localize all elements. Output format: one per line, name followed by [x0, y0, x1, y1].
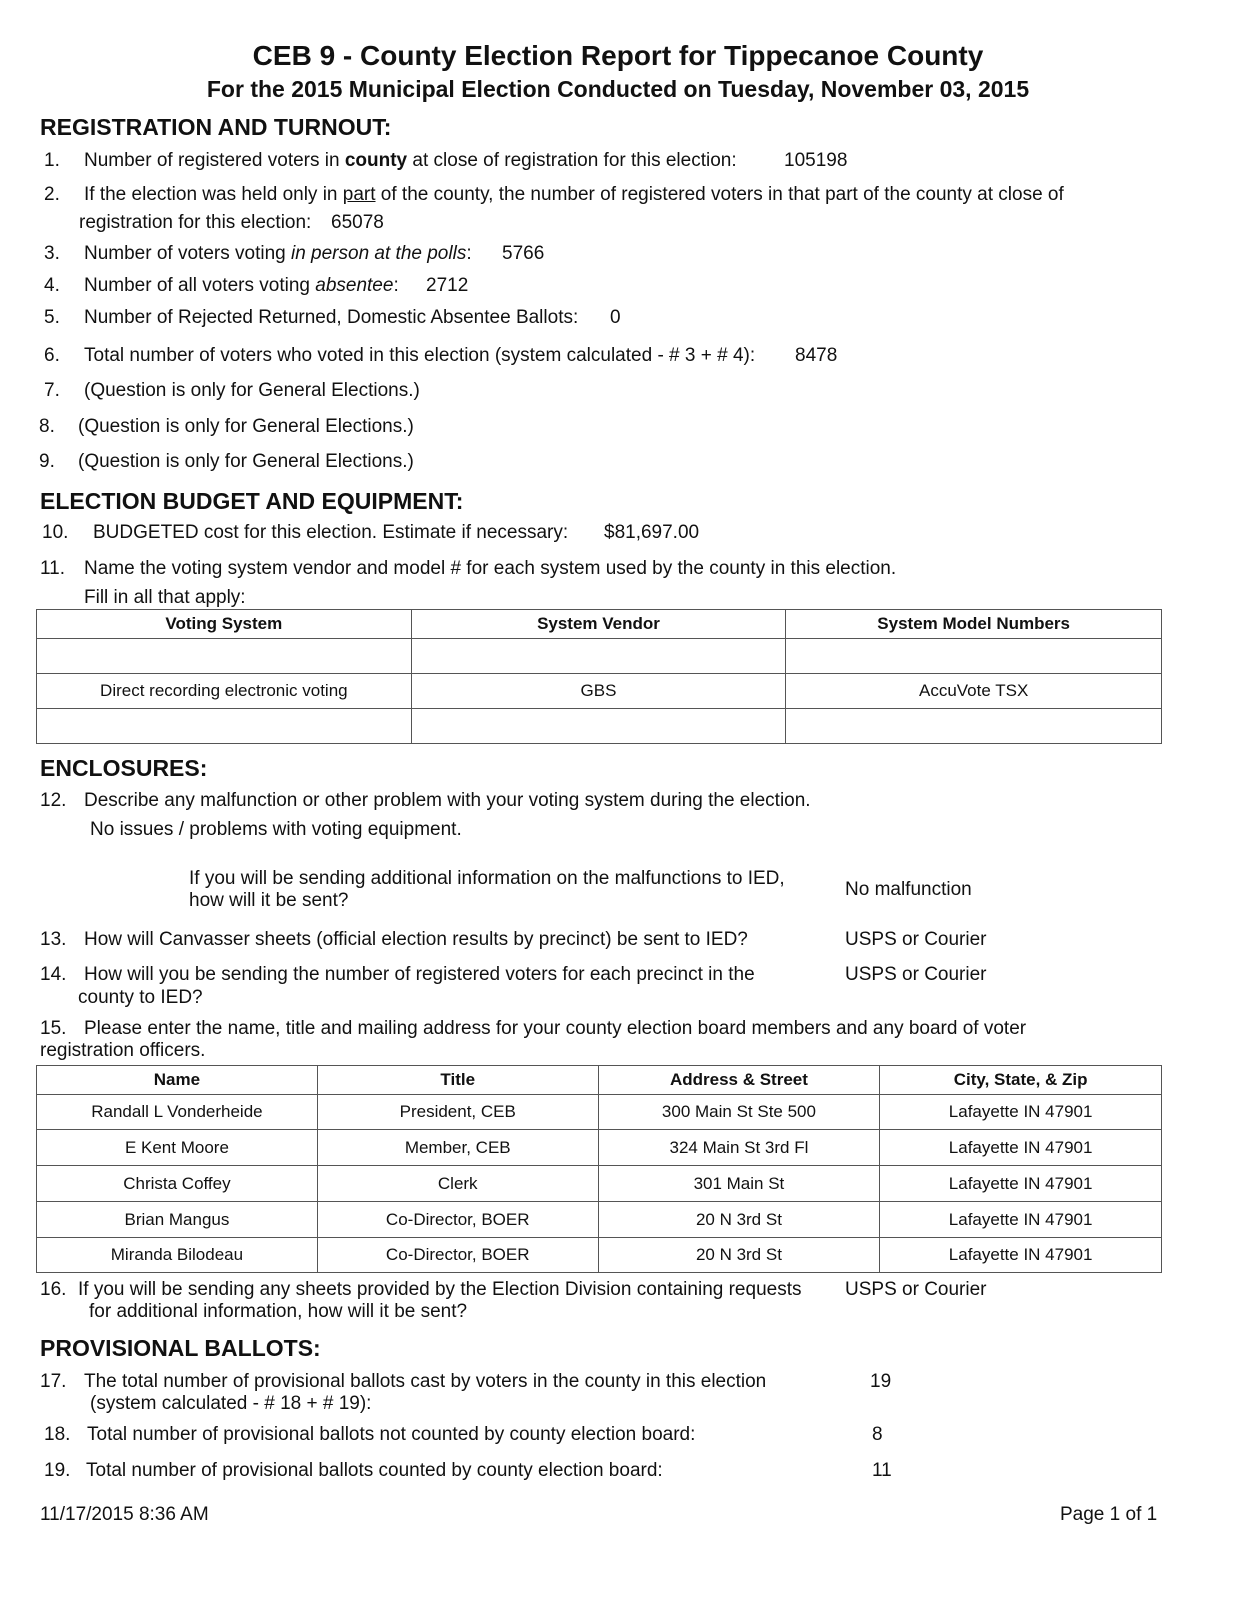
q19-value: 11 — [872, 1460, 892, 1481]
q3-text: Number of voters voting in person at the polls: — [84, 243, 472, 264]
q12-number: 12. — [40, 790, 67, 811]
q17-text-line2: (system calculated - # 18 + # 19): — [90, 1393, 372, 1414]
q5-text: Number of Rejected Returned, Domestic Absentee Ballots: — [84, 307, 579, 328]
q9-number: 9. — [39, 451, 55, 472]
voting-system-header: Voting System — [37, 610, 412, 639]
city-header: City, State, & Zip — [880, 1066, 1162, 1095]
q4-value: 2712 — [426, 275, 469, 296]
table-row — [37, 1095, 1162, 1130]
table-cell: Direct recording electronic voting — [37, 674, 412, 709]
q17-value: 19 — [870, 1371, 892, 1392]
board-members-table — [36, 1065, 1162, 1273]
table-cell: Lafayette IN 47901 — [880, 1130, 1162, 1166]
table-cell: Clerk — [317, 1166, 598, 1202]
q10-text: BUDGETED cost for this election. Estimate if necessary: — [93, 522, 569, 543]
table-cell: 324 Main St 3rd Fl — [598, 1130, 880, 1166]
table-cell: President, CEB — [317, 1095, 598, 1130]
table-cell — [411, 709, 786, 744]
q17-text: The total number of provisional ballots cast by voters in the county in this election — [84, 1371, 767, 1392]
q6-value: 8478 — [795, 345, 838, 366]
q7-text: (Question is only for General Elections.) — [84, 380, 420, 401]
q14-text-line2: county to IED? — [78, 987, 203, 1008]
table-row — [37, 1238, 1162, 1273]
table-cell: Co-Director, BOER — [317, 1202, 598, 1238]
system-vendor-header: System Vendor — [411, 610, 786, 639]
table-cell: Member, CEB — [317, 1130, 598, 1166]
q15-text-line2: registration officers. — [40, 1040, 206, 1061]
table-cell: 20 N 3rd St — [598, 1202, 880, 1238]
table-cell: Christa Coffey — [37, 1166, 318, 1202]
section-budget-heading: ELECTION BUDGET AND EQUIPMENT: — [40, 488, 464, 514]
q18-number: 18. — [44, 1424, 71, 1445]
q12-sub-question-line2: how will it be sent? — [189, 890, 349, 911]
report-subtitle: For the 2015 Municipal Election Conducted on Tuesday, November 03, 2015 — [206, 76, 1030, 102]
table-cell: 20 N 3rd St — [598, 1238, 880, 1273]
q6-text: Total number of voters who voted in this election (system calculated - # 3 + # 4): — [84, 345, 756, 366]
table-row — [37, 639, 1162, 674]
q12-answer: No issues / problems with voting equipment. — [90, 819, 462, 840]
q2-text-line2: registration for this election: — [79, 212, 312, 233]
table-cell: Co-Director, BOER — [317, 1238, 598, 1273]
q12-sub-value: No malfunction — [845, 879, 972, 900]
table-row — [37, 674, 1162, 709]
q12-text: Describe any malfunction or other problem with your voting system during the election. — [84, 790, 811, 811]
q10-value: $81,697.00 — [604, 522, 700, 543]
q16-text: If you will be sending any sheets provided by the Election Division containing requests — [78, 1279, 802, 1300]
q13-text: How will Canvasser sheets (official election results by precinct) be sent to IED? — [84, 929, 748, 950]
title-header: Title — [317, 1066, 598, 1095]
table-row — [37, 709, 1162, 744]
table-cell: Lafayette IN 47901 — [880, 1202, 1162, 1238]
table-row — [37, 1130, 1162, 1166]
q2-number: 2. — [44, 184, 60, 205]
q9-text: (Question is only for General Elections.) — [78, 451, 414, 472]
q1-text: Number of registered voters in county at close of registration for this election: — [84, 150, 737, 171]
q3-number: 3. — [44, 243, 60, 264]
q18-value: 8 — [872, 1424, 883, 1445]
q4-text: Number of all voters voting absentee: — [84, 275, 399, 296]
q7-number: 7. — [44, 380, 60, 401]
table-cell — [37, 639, 412, 674]
system-model-header: System Model Numbers — [786, 610, 1162, 639]
table-cell: GBS — [411, 674, 786, 709]
q1-number: 1. — [44, 150, 60, 171]
q1-value: 105198 — [784, 150, 848, 171]
q5-number: 5. — [44, 307, 60, 328]
q5-value: 0 — [610, 307, 621, 328]
q13-number: 13. — [40, 929, 67, 950]
q6-number: 6. — [44, 345, 60, 366]
q3-value: 5766 — [502, 243, 545, 264]
section-registration-heading: REGISTRATION AND TURNOUT: — [40, 114, 392, 140]
table-cell: Lafayette IN 47901 — [880, 1095, 1162, 1130]
table-cell — [786, 639, 1162, 674]
q16-text-line2: for additional information, how will it be sent? — [89, 1301, 468, 1322]
q8-text: (Question is only for General Elections.) — [78, 416, 414, 437]
q15-text: Please enter the name, title and mailing address for your county election board members and any board of voter — [84, 1018, 1027, 1039]
q4-number: 4. — [44, 275, 60, 296]
table-cell: AccuVote TSX — [786, 674, 1162, 709]
q16-number: 16. — [40, 1279, 67, 1300]
table-cell: Lafayette IN 47901 — [880, 1238, 1162, 1273]
q17-number: 17. — [40, 1371, 67, 1392]
table-cell: E Kent Moore — [37, 1130, 318, 1166]
q15-number: 15. — [40, 1018, 67, 1039]
q19-number: 19. — [44, 1460, 71, 1481]
q8-number: 8. — [39, 416, 55, 437]
table-cell: Brian Mangus — [37, 1202, 318, 1238]
table-cell: Randall L Vonderheide — [37, 1095, 318, 1130]
q11-text: Name the voting system vendor and model # for each system used by the county in this election. — [84, 558, 897, 579]
table-cell: 300 Main St Ste 500 — [598, 1095, 880, 1130]
address-header: Address & Street — [598, 1066, 880, 1095]
q13-value: USPS or Courier — [845, 929, 987, 950]
q19-text: Total number of provisional ballots counted by county election board: — [86, 1460, 663, 1481]
q18-text: Total number of provisional ballots not counted by county election board: — [87, 1424, 696, 1445]
section-provisional-heading: PROVISIONAL BALLOTS: — [40, 1335, 321, 1361]
q10-number: 10. — [42, 522, 69, 543]
footer-page-number: Page 1 of 1 — [1060, 1504, 1158, 1525]
q2-value: 65078 — [331, 212, 384, 233]
q11-number: 11. — [40, 558, 66, 579]
table-cell: Miranda Bilodeau — [37, 1238, 318, 1273]
table-cell: 301 Main St — [598, 1166, 880, 1202]
q2-text: If the election was held only in part of the county, the number of registered voters in that part of the county at close of — [84, 184, 1064, 205]
footer-timestamp: 11/17/2015 8:36 AM — [40, 1504, 209, 1525]
table-row — [37, 1202, 1162, 1238]
q16-value: USPS or Courier — [845, 1279, 987, 1300]
table-cell — [37, 709, 412, 744]
report-title: CEB 9 - County Election Report for Tippecanoe County — [252, 40, 984, 71]
table-row — [37, 1166, 1162, 1202]
q11-text-line2: Fill in all that apply: — [84, 587, 246, 608]
table-cell — [411, 639, 786, 674]
section-enclosures-heading: ENCLOSURES: — [40, 755, 208, 781]
q12-sub-question: If you will be sending additional information on the malfunctions to IED, — [189, 868, 785, 889]
table-cell: Lafayette IN 47901 — [880, 1166, 1162, 1202]
q14-text: How will you be sending the number of registered voters for each precinct in the — [84, 964, 755, 985]
q14-number: 14. — [40, 964, 67, 985]
voting-system-table — [36, 609, 1162, 744]
q14-value: USPS or Courier — [845, 964, 987, 985]
name-header: Name — [37, 1066, 318, 1095]
table-cell — [786, 709, 1162, 744]
